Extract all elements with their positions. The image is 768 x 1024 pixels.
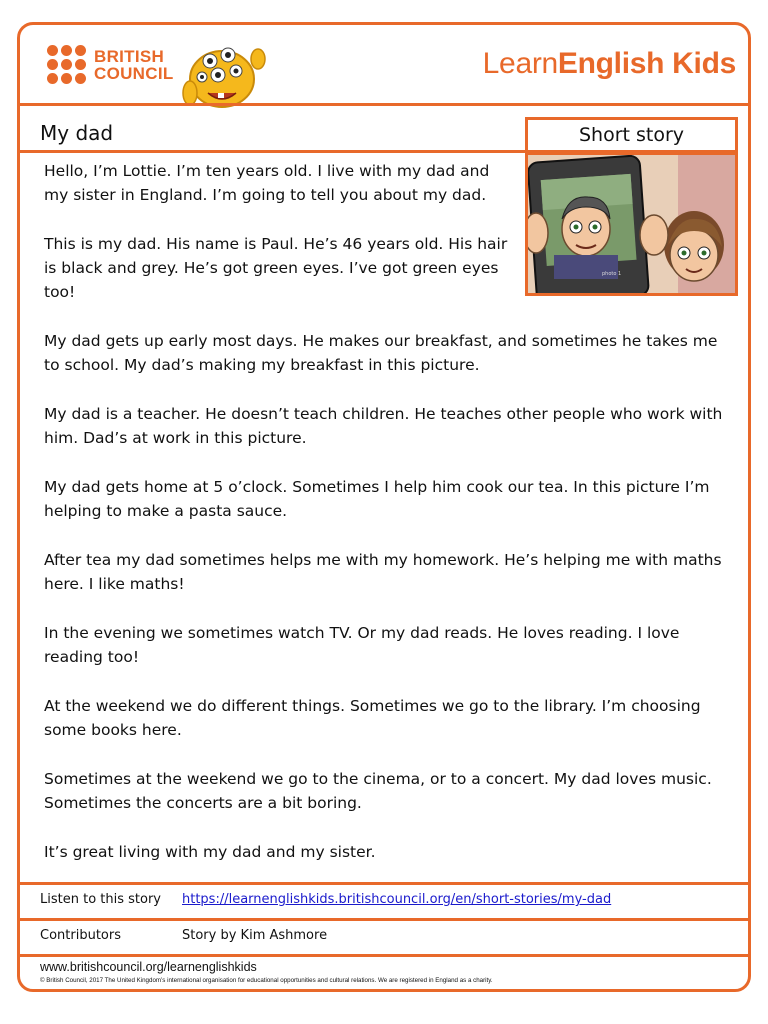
contributors-row [40,928,327,943]
story-paragraph: Hello, I’m Lottie. I’m ten years old. I live with my dad and my sister in England. I’m going to tell you about my dad. [44,162,490,204]
listen-row [40,892,611,907]
story-paragraph: It’s great living with my dad and my sister. [44,843,376,861]
british-council-line1: BRITISH [94,46,165,66]
story-title: My dad [40,121,114,145]
story-paragraph: My dad gets up early most days. He makes our breakfast, and sometimes he takes me to school. My dad’s making my breakfast in this picture. [44,332,718,374]
info-divider-middle [20,918,748,921]
british-council-dots-icon [47,45,86,84]
story-paragraph: After tea my dad sometimes helps me with my homework. He’s helping me with maths here. I like maths! [44,551,722,593]
story-audio-link[interactable]: https://learnenglishkids.britishcouncil.org/en/short-stories/my-dad [182,892,612,907]
footer-copyright: © British Council, 2017 The United Kingdom’s international organisation for educational opportunities and cultural relations. We are registered in England as a charity. [40,977,493,984]
footer-url: www.britishcouncil.org/learnenglishkids [40,960,257,974]
contributors-label: Contributors [40,928,121,943]
story-text [44,159,734,889]
phone-photo-label: photo 1 [602,271,622,277]
info-divider-top [20,882,748,885]
story-paragraph: This is my dad. His name is Paul. He’s 46 years old. His hair is black and grey. He’s got green eyes. I’ve got green eyes too! [44,235,508,301]
info-divider-bottom [20,954,748,957]
story-paragraph: Sometimes at the weekend we go to the cinema, or to a concert. My dad loves music. Sometimes the concerts are a bit boring. [44,770,712,812]
contributors-value: Story by Kim Ashmore [182,928,328,943]
learnenglish-kids-logo-part2: English Kids [557,47,736,80]
story-paragraph: At the weekend we do different things. Sometimes we go to the library. I’m choosing some books here. [44,697,701,739]
british-council-wordmark [94,48,174,82]
british-council-line2: COUNCIL [94,63,174,83]
monster-mascot-icon [178,31,268,111]
listen-label: Listen to this story [40,892,161,907]
story-paragraph: In the evening we sometimes watch TV. Or my dad reads. He loves reading. I love reading too! [44,624,680,666]
story-paragraph: My dad is a teacher. He doesn’t teach children. He teaches other people who work with him. Dad’s at work in this picture. [44,405,723,447]
title-divider [20,150,526,153]
learnenglish-kids-logo [483,47,736,81]
story-paragraph: My dad gets home at 5 o’clock. Sometimes I help him cook our tea. In this picture I’m helping to make a pasta sauce. [44,478,710,520]
british-council-logo [47,45,174,84]
story-type-label: Short story [525,117,738,153]
header [20,25,748,105]
learnenglish-kids-logo-part1: Learn [482,47,558,80]
worksheet-frame [17,22,751,992]
header-divider [20,103,748,106]
